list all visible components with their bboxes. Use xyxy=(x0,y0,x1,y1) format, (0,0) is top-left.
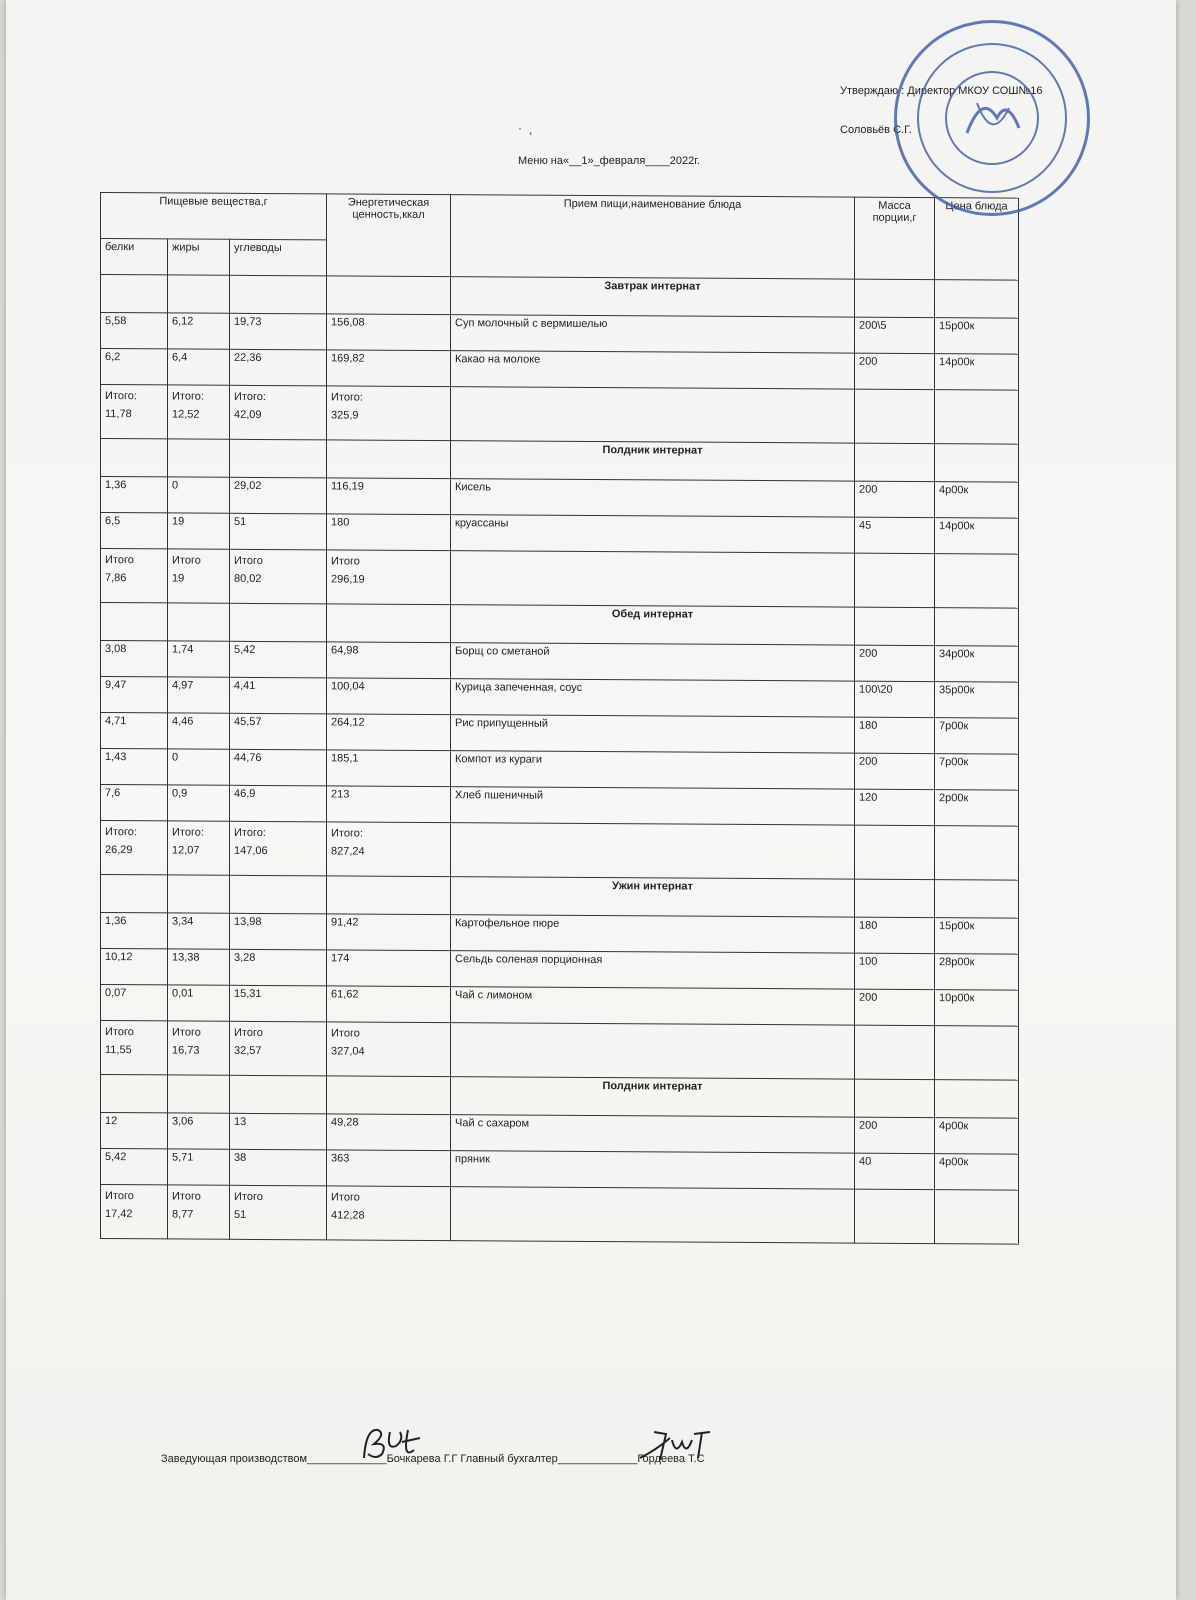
mass-cell: 200 xyxy=(855,989,935,1025)
mass-cell: 200 xyxy=(855,753,935,789)
table-row xyxy=(101,985,1019,1027)
total-row xyxy=(101,385,1019,445)
energy-cell: 174 xyxy=(327,950,451,987)
protein-cell: 1,36 xyxy=(101,913,168,949)
fat-cell: 4,97 xyxy=(168,677,230,713)
section-title: Полдник интернат xyxy=(451,1077,855,1117)
table-row xyxy=(101,1113,1019,1155)
total-cell: Итого 51 xyxy=(230,1185,327,1240)
total-row xyxy=(101,1021,1019,1081)
dish-name-cell: Чай с лимоном xyxy=(451,987,855,1025)
empty-cell xyxy=(855,879,935,917)
energy-cell: 91,42 xyxy=(327,914,451,951)
section-title: Обед интернат xyxy=(451,605,855,645)
mass-cell: 120 xyxy=(855,789,935,825)
protein-cell: 6,5 xyxy=(101,513,168,549)
table-row xyxy=(101,1149,1019,1191)
empty-cell xyxy=(168,1075,230,1113)
section-row xyxy=(101,275,1019,319)
footer-signatures: Заведующая производством_____________Бочкарева Г.Г Главный бухгалтер_____________Гордеева Т.С xyxy=(161,1453,705,1465)
empty-cell xyxy=(935,1080,1019,1119)
mass-cell: 100\20 xyxy=(855,681,935,717)
table-row xyxy=(101,949,1019,991)
empty-cell xyxy=(168,439,230,477)
total-cell: Итого 327,04 xyxy=(327,1022,451,1077)
carb-cell: 3,28 xyxy=(230,949,327,986)
mass-cell: 100 xyxy=(855,953,935,989)
fat-cell: 5,71 xyxy=(168,1149,230,1185)
scan-dots: · ˛ xyxy=(518,121,536,135)
dish-name-cell: Борщ со сметаной xyxy=(451,643,855,681)
total-cell: Итого 17,42 xyxy=(101,1185,168,1239)
dish-name-cell: пряник xyxy=(451,1151,855,1189)
empty-cell xyxy=(855,553,935,607)
empty-cell xyxy=(101,875,168,913)
empty-cell xyxy=(230,1075,327,1114)
empty-cell xyxy=(855,1025,935,1079)
table-row xyxy=(101,349,1019,391)
approve-label: Утверждаю : Директор МКОУ СОШ№16 xyxy=(840,85,1043,97)
carb-cell: 5,42 xyxy=(230,641,327,678)
empty-cell xyxy=(101,275,168,313)
empty-cell xyxy=(855,389,935,443)
empty-cell xyxy=(855,607,935,645)
fat-cell: 6,12 xyxy=(168,313,230,349)
table-row xyxy=(101,477,1019,519)
price-cell: 15р00к xyxy=(935,318,1019,355)
empty-cell xyxy=(327,1076,451,1115)
protein-cell: 7,6 xyxy=(101,785,168,821)
header-meal: Прием пищи,наименование блюда xyxy=(451,195,855,279)
dish-name-cell: Курица запеченная, соус xyxy=(451,679,855,717)
empty-cell xyxy=(935,880,1019,919)
empty-cell xyxy=(230,875,327,914)
table-row xyxy=(101,713,1019,755)
empty-cell xyxy=(451,1187,855,1243)
mass-cell: 40 xyxy=(855,1153,935,1189)
empty-cell xyxy=(451,387,855,443)
protein-cell: 9,47 xyxy=(101,677,168,713)
stamp-emblem xyxy=(945,71,1039,165)
mass-cell: 180 xyxy=(855,717,935,753)
dish-name-cell: Суп молочный с вермишелью xyxy=(451,315,855,353)
dish-name-cell: Чай с сахаром xyxy=(451,1115,855,1153)
dish-name-cell: Кисель xyxy=(451,479,855,517)
empty-cell xyxy=(168,875,230,913)
empty-cell xyxy=(855,443,935,481)
fat-cell: 0,9 xyxy=(168,785,230,821)
total-cell: Итого 16,73 xyxy=(168,1021,230,1075)
fat-cell: 0 xyxy=(168,749,230,785)
empty-cell xyxy=(935,280,1019,319)
carb-cell: 22,36 xyxy=(230,349,327,386)
protein-cell: 10,12 xyxy=(101,949,168,985)
energy-cell: 49,28 xyxy=(327,1114,451,1151)
total-cell: Итого 8,77 xyxy=(168,1185,230,1239)
mass-cell: 200 xyxy=(855,481,935,517)
section-title: Завтрак интернат xyxy=(451,277,855,317)
section-row xyxy=(101,603,1019,647)
energy-cell: 180 xyxy=(327,514,451,551)
protein-cell: 5,58 xyxy=(101,313,168,349)
protein-cell: 1,43 xyxy=(101,749,168,785)
empty-cell xyxy=(451,823,855,879)
empty-cell xyxy=(327,876,451,915)
header-protein: белки xyxy=(101,239,168,275)
price-cell: 14р00к xyxy=(935,518,1019,555)
dish-name-cell: круассаны xyxy=(451,515,855,553)
header-mass: Масса порции,г xyxy=(855,197,935,279)
fat-cell: 19 xyxy=(168,513,230,549)
total-cell: Итого: 827,24 xyxy=(327,822,451,877)
section-title: Полдник интернат xyxy=(451,441,855,481)
table-row xyxy=(101,749,1019,791)
empty-cell xyxy=(935,608,1019,647)
carb-cell: 13,98 xyxy=(230,913,327,950)
approve-name: Соловьёв С.Г. xyxy=(840,124,912,136)
empty-cell xyxy=(935,554,1019,609)
energy-cell: 213 xyxy=(327,786,451,823)
carb-cell: 4,41 xyxy=(230,677,327,714)
section-row xyxy=(101,439,1019,483)
fat-cell: 0,01 xyxy=(168,985,230,1021)
signature-gordeeva-icon xyxy=(636,1420,726,1466)
table-row xyxy=(101,641,1019,683)
fat-cell: 3,34 xyxy=(168,913,230,949)
fat-cell: 6,4 xyxy=(168,349,230,385)
energy-cell: 156,08 xyxy=(327,314,451,351)
carb-cell: 15,31 xyxy=(230,985,327,1022)
carb-cell: 51 xyxy=(230,513,327,550)
energy-cell: 100,04 xyxy=(327,678,451,715)
table-row xyxy=(101,785,1019,827)
total-cell: Итого: 11,78 xyxy=(101,385,168,439)
official-stamp xyxy=(894,20,1090,216)
document-page xyxy=(6,0,1176,1600)
dish-name-cell: Сельдь соленая порционная xyxy=(451,951,855,989)
total-cell: Итого: 12,07 xyxy=(168,821,230,875)
fat-cell: 13,38 xyxy=(168,949,230,985)
price-cell: 4р00к xyxy=(935,1154,1019,1191)
total-cell: Итого: 42,09 xyxy=(230,385,327,440)
signature-bochkareva-icon xyxy=(356,1420,426,1470)
price-cell: 14р00к xyxy=(935,354,1019,391)
fat-cell: 4,46 xyxy=(168,713,230,749)
price-cell: 10р00к xyxy=(935,990,1019,1027)
empty-cell xyxy=(101,439,168,477)
protein-cell: 1,36 xyxy=(101,477,168,513)
price-cell: 28р00к xyxy=(935,954,1019,991)
total-cell: Итого: 12,52 xyxy=(168,385,230,439)
menu-title: Меню на«__1»_февраля____2022г. xyxy=(518,155,700,167)
energy-cell: 116,19 xyxy=(327,478,451,515)
carb-cell: 45,57 xyxy=(230,713,327,750)
carb-cell: 13 xyxy=(230,1113,327,1150)
total-row xyxy=(101,821,1019,881)
total-cell: Итого: 325,9 xyxy=(327,386,451,441)
price-cell: 4р00к xyxy=(935,482,1019,519)
empty-cell xyxy=(451,1023,855,1079)
energy-cell: 264,12 xyxy=(327,714,451,751)
empty-cell xyxy=(168,275,230,313)
protein-cell: 5,42 xyxy=(101,1149,168,1185)
empty-cell xyxy=(935,390,1019,445)
protein-cell: 6,2 xyxy=(101,349,168,385)
empty-cell xyxy=(935,1190,1019,1245)
table-row xyxy=(101,913,1019,955)
total-cell: Итого 11,55 xyxy=(101,1021,168,1075)
price-cell: 15р00к xyxy=(935,918,1019,955)
total-row xyxy=(101,1185,1019,1245)
total-cell: Итого: 147,06 xyxy=(230,821,327,876)
empty-cell xyxy=(230,439,327,478)
empty-cell xyxy=(230,275,327,314)
price-cell: 7р00к xyxy=(935,718,1019,755)
carb-cell: 38 xyxy=(230,1149,327,1186)
empty-cell xyxy=(935,1026,1019,1081)
energy-cell: 185,1 xyxy=(327,750,451,787)
mass-cell: 200 xyxy=(855,353,935,389)
table-row xyxy=(101,677,1019,719)
protein-cell: 0,07 xyxy=(101,985,168,1021)
total-cell: Итого 7,86 xyxy=(101,549,168,603)
fat-cell: 1,74 xyxy=(168,641,230,677)
dish-name-cell: Компот из кураги xyxy=(451,751,855,789)
fat-cell: 0 xyxy=(168,477,230,513)
empty-cell xyxy=(230,603,327,642)
total-cell: Итого 412,28 xyxy=(327,1186,451,1241)
table-row xyxy=(101,513,1019,555)
total-cell: Итого 32,57 xyxy=(230,1021,327,1076)
dish-name-cell: Хлеб пшеничный xyxy=(451,787,855,825)
header-carb: углеводы xyxy=(230,239,327,276)
table-body xyxy=(101,275,1019,1245)
mass-cell: 200\5 xyxy=(855,317,935,353)
empty-cell xyxy=(855,1189,935,1243)
empty-cell xyxy=(855,279,935,317)
header-nutrients: Пищевые вещества,г xyxy=(101,193,327,240)
mass-cell: 45 xyxy=(855,517,935,553)
total-cell: Итого 19 xyxy=(168,549,230,603)
empty-cell xyxy=(327,440,451,479)
carb-cell: 46,9 xyxy=(230,785,327,822)
mass-cell: 180 xyxy=(855,917,935,953)
mass-cell: 200 xyxy=(855,645,935,681)
price-cell: 35р00к xyxy=(935,682,1019,719)
carb-cell: 29,02 xyxy=(230,477,327,514)
total-row xyxy=(101,549,1019,609)
empty-cell xyxy=(451,551,855,607)
empty-cell xyxy=(935,826,1019,881)
protein-cell: 3,08 xyxy=(101,641,168,677)
empty-cell xyxy=(101,603,168,641)
total-cell: Итого 80,02 xyxy=(230,549,327,604)
price-cell: 2р00к xyxy=(935,790,1019,827)
empty-cell xyxy=(935,444,1019,483)
empty-cell xyxy=(855,825,935,879)
dish-name-cell: Рис припущенный xyxy=(451,715,855,753)
energy-cell: 169,82 xyxy=(327,350,451,387)
empty-cell xyxy=(168,603,230,641)
total-cell: Итого 296,19 xyxy=(327,550,451,605)
empty-cell xyxy=(327,604,451,643)
empty-cell xyxy=(855,1079,935,1117)
energy-cell: 61,62 xyxy=(327,986,451,1023)
mass-cell: 200 xyxy=(855,1117,935,1153)
header-price: Цена блюда xyxy=(935,198,1019,281)
stamp-emblem-icon xyxy=(947,73,1037,163)
menu-table xyxy=(100,192,1019,1245)
energy-cell: 64,98 xyxy=(327,642,451,679)
fat-cell: 3,06 xyxy=(168,1113,230,1149)
dish-name-cell: Какао на молоке xyxy=(451,351,855,389)
protein-cell: 4,71 xyxy=(101,713,168,749)
header-fat: жиры xyxy=(168,239,230,275)
carb-cell: 19,73 xyxy=(230,313,327,350)
price-cell: 4р00к xyxy=(935,1118,1019,1155)
energy-cell: 363 xyxy=(327,1150,451,1187)
dish-name-cell: Картофельное пюре xyxy=(451,915,855,953)
total-cell: Итого: 26,29 xyxy=(101,821,168,875)
section-row xyxy=(101,1075,1019,1119)
carb-cell: 44,76 xyxy=(230,749,327,786)
price-cell: 7р00к xyxy=(935,754,1019,791)
table-row xyxy=(101,313,1019,355)
empty-cell xyxy=(101,1075,168,1113)
price-cell: 34р00к xyxy=(935,646,1019,683)
section-row xyxy=(101,875,1019,919)
header-energy: Энергетическая ценность,ккал xyxy=(327,194,451,277)
empty-cell xyxy=(327,276,451,315)
section-title: Ужин интернат xyxy=(451,877,855,917)
protein-cell: 12 xyxy=(101,1113,168,1149)
